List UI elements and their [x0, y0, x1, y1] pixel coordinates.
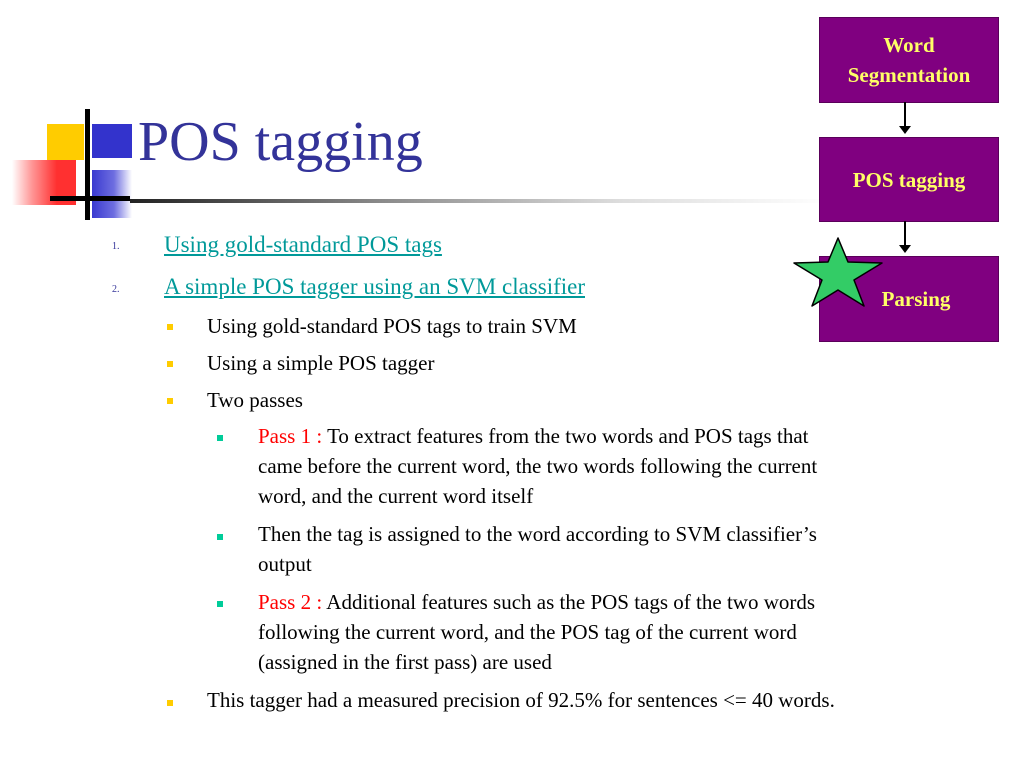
bullet-text: Two passes [207, 388, 303, 412]
sub-bullet-line: word, and the current word itself [258, 484, 534, 508]
bullet-text: Using gold-standard POS tags to train SVM [207, 314, 577, 338]
bullet-square [167, 398, 173, 404]
bullet-square [167, 361, 173, 367]
flow-box-word-segmentation [819, 17, 999, 103]
logo-yellow-block [47, 124, 84, 160]
sub-bullet-line: To extract features from the two words and POS tags that [327, 424, 809, 448]
bullet-text: Using a simple POS tagger [207, 351, 435, 375]
sub-bullet-line: output [258, 552, 312, 576]
list-number: 2. [112, 284, 120, 295]
numbered-item-link[interactable]: Using gold-standard POS tags [164, 232, 442, 257]
logo-blue-gradient-block [92, 170, 132, 218]
numbered-item-link[interactable]: A simple POS tagger using an SVM classifier [164, 274, 585, 299]
flow-arrow [904, 221, 906, 251]
sub-bullet-line: Additional features such as the POS tags of the two words [326, 590, 816, 614]
pass-label: Pass 2 : [258, 590, 327, 614]
sub-bullet-line: Then the tag is assigned to the word according to SVM classifier’s [258, 522, 817, 546]
slide-title: POS tagging [138, 111, 423, 173]
bullet-square [167, 700, 173, 706]
numbered-item[interactable] [164, 272, 585, 302]
sub-bullet-square [217, 601, 223, 607]
sub-bullet-line: following the current word, and the POS tag of the current word [258, 620, 797, 644]
flow-box-label: Parsing [881, 287, 951, 311]
logo-vertical-line [85, 109, 90, 220]
sub-bullet-line: (assigned in the first pass) are used [258, 650, 552, 674]
logo-horizontal-line [50, 196, 130, 201]
flow-box-label: Segmentation [847, 63, 971, 87]
flow-arrow [904, 102, 906, 132]
bullet-text: This tagger had a measured precision of 92.5% for sentences <= 40 words. [207, 688, 835, 712]
flow-box-label: Word [883, 33, 935, 57]
bullet-square [167, 324, 173, 330]
list-number: 1. [112, 241, 120, 252]
sub-bullet-line: came before the current word, the two words following the current [258, 454, 818, 478]
logo-blue-block [92, 124, 132, 158]
title-underline-rule [130, 199, 830, 203]
sub-bullet-square [217, 534, 223, 540]
flow-box-pos-tagging [819, 137, 999, 222]
numbered-item[interactable] [164, 230, 442, 260]
sub-bullet-square [217, 435, 223, 441]
sub-bullet-text [258, 519, 978, 579]
pass-label: Pass 1 : [258, 424, 328, 448]
flow-box-label: POS tagging [852, 167, 966, 192]
star-icon [792, 236, 884, 308]
sub-bullet-text [258, 421, 978, 511]
sub-bullet-text [258, 587, 978, 677]
